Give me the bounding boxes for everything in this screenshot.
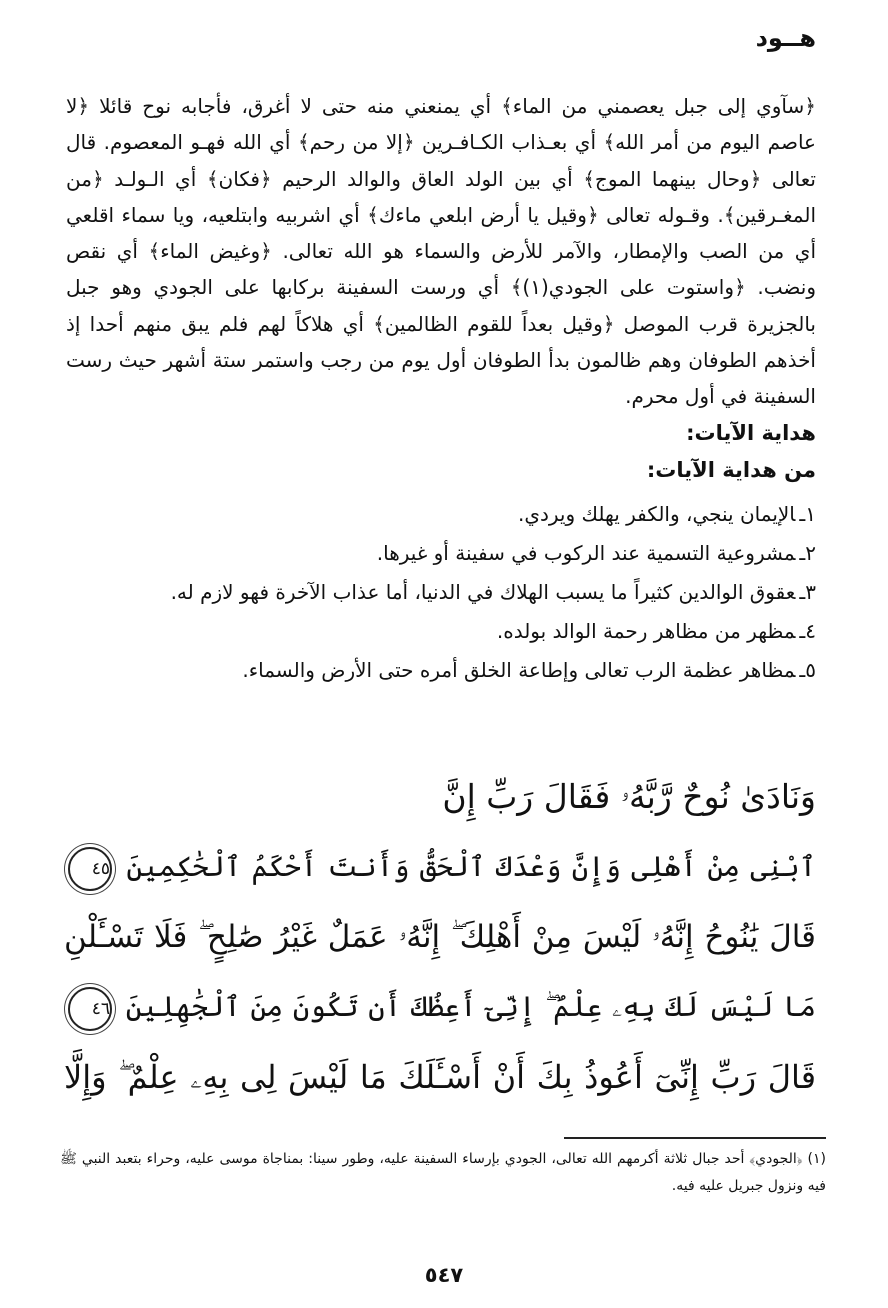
list-item-number: ٤ـ <box>799 618 816 643</box>
tafsir-paragraph: ﴿سآوي إلى جبل يعصمني من الماء﴾ أي يمنعني منه حتى لا أغرق، فأجابه نوح قائلا ﴿لا عاصم اليوم من أمر الله﴾ أي بعـذاب الكـافـرين ﴿إلا من رحم﴾ أي الله فهـو المعصوم. قال تعالى ﴿وحال بينهما الموج﴾ أي بين الولد العاق والوالد الرحيم ﴿فكان﴾ أي الـولـد ﴿من المغـرقين﴾. وقـوله تعالى ﴿وقيل يا أرض ابلعي ماءك﴾ أي اشربيه وابتلعيه، ويا سماء اقلعي أي من الصب والإمطار، والآمر للأرض والسماء هو الله تعالى. ﴿وغيض الماء﴾ أي نقص ونضب. ﴿واستوت على الجودي(١)﴾ أي ورست السفينة بركابها على الجودي وهو جبل بالجزيرة قرب الموصل ﴿وقيل بعداً للقوم الظالمين﴾ أي هلاكاً لهم فلم يبق منهم أحدا إذ أخذهم الطوفان وهم ظالمون بدأ الطوفان أول يوم من رجب واستمر ستة أشهر حيث رست السفينة في أول محرم. <box>66 94 816 409</box>
footnote-divider <box>564 1137 826 1139</box>
verse-text: قَالَ رَبِّ إِنِّىٓ أَعُوذُ بِكَ أَنْ أَسْـَٔلَكَ مَا لَيْسَ لِى بِهِۦ عِلْمٌ ۖ وَإِلَّا <box>64 1058 816 1096</box>
hidaya-subtitle: من هداية الآيات: <box>646 457 816 482</box>
list-item <box>66 651 816 690</box>
tafsir-body <box>66 88 816 690</box>
verse-line <box>64 902 816 972</box>
surah-header: هــود <box>755 24 816 52</box>
list-item-text: مظهر من مظاهر رحمة الوالد بولده. <box>496 618 796 643</box>
verse-text: وَنَادَىٰ نُوحٌ رَّبَّهُۥ فَقَالَ رَبِّ إِنَّ <box>442 777 816 816</box>
list-item-text: الإيمان ينجي، والكفر يهلك ويردي. <box>517 501 796 526</box>
hidaya-title: هداية الآيات: <box>686 420 816 445</box>
verse-text: ٱبْنِى مِنْ أَهْلِى وَإِنَّ وَعْدَكَ ٱلْحَقُّ وَأَنتَ أَحْكَمُ ٱلْحَٰكِمِينَ <box>126 850 817 883</box>
verse-line <box>64 972 816 1042</box>
page-number: ٥٤٧ <box>424 1263 464 1287</box>
list-item <box>66 612 816 651</box>
hidaya-list <box>66 495 816 690</box>
list-item <box>66 573 816 612</box>
list-item <box>66 495 816 534</box>
list-item-text: عقوق الوالدين كثيراً ما يسبب الهلاك في الدنيا، أما عذاب الآخرة فهو لازم له. <box>170 579 796 604</box>
quran-verses <box>64 762 816 1112</box>
list-item-text: مظاهر عظمة الرب تعالى وإطاعة الخلق أمره حتى الأرض والسماء. <box>242 657 796 682</box>
verse-line <box>64 832 816 902</box>
ayah-number-marker: ٤٥ <box>68 847 112 891</box>
verse-line <box>64 1042 816 1112</box>
footnote: (١) ﴿الجودي﴾ أحد جبال ثلاثة أكرمهم الله تعالى، الجودي بإرساء السفينة عليه، وطور سينا: بمناجاة موسى عليه، وحراء بتعبد النبي ﷺ فيه ونزول جبريل عليه فيه. <box>60 1151 826 1194</box>
list-item <box>66 534 816 573</box>
verse-text: قَالَ يَٰنُوحُ إِنَّهُۥ لَيْسَ مِنْ أَهْلِكَ ۖ إِنَّهُۥ عَمَلٌ غَيْرُ صَٰلِحٍ ۖ فَلَا تَسْـَٔلْنِ <box>64 919 816 955</box>
list-item-number: ٣ـ <box>799 579 816 604</box>
ayah-number-marker: ٤٦ <box>68 987 112 1031</box>
list-item-number: ١ـ <box>799 501 816 526</box>
list-item-number: ٢ـ <box>799 540 816 565</box>
list-item-text: مشروعية التسمية عند الركوب في سفينة أو غيرها. <box>376 540 796 565</box>
list-item-number: ٥ـ <box>799 657 816 682</box>
verse-line <box>64 762 816 832</box>
verse-text: مَا لَيْسَ لَكَ بِهِۦ عِلْمٌ ۖ إِنِّىٓ أَعِظُكَ أَن تَكُونَ مِنَ ٱلْجَٰهِلِينَ <box>125 990 816 1023</box>
